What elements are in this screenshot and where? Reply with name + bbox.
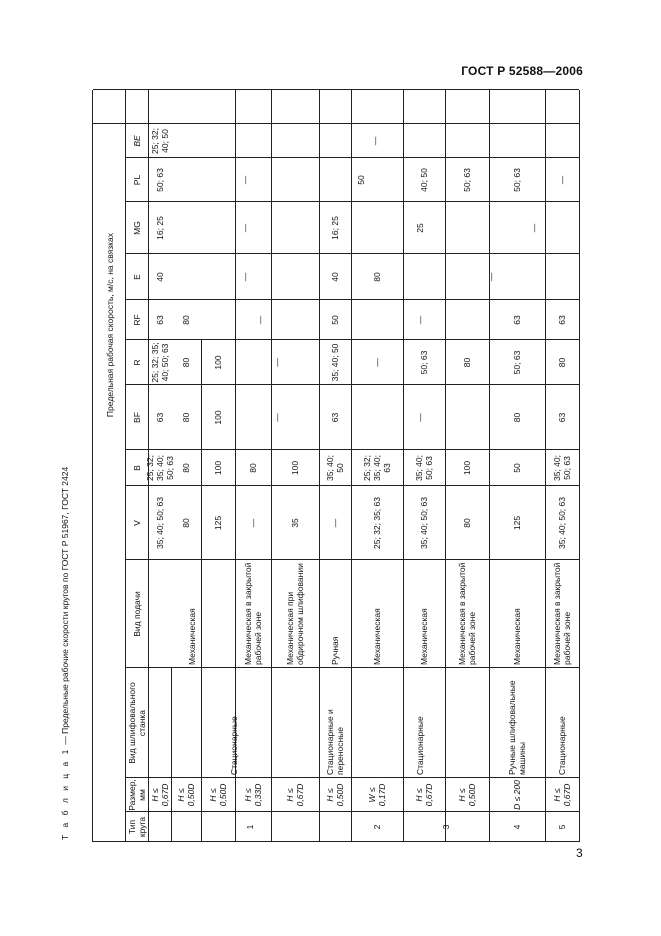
value-pl: — bbox=[557, 175, 567, 185]
value-r: 35; 40; 50 bbox=[330, 343, 340, 382]
value-v: — bbox=[248, 518, 258, 528]
value-v: 25; 32; 35; 63 bbox=[372, 497, 382, 549]
value-bf: — bbox=[272, 413, 282, 422]
feed-cell: Ручная bbox=[330, 636, 340, 665]
feed-cell: Механическая при обдирочном шлифовании bbox=[285, 563, 305, 665]
value-bf: 63 bbox=[557, 412, 567, 423]
value-r: 50; 63 bbox=[419, 350, 429, 375]
value-pl: 50 bbox=[356, 175, 366, 185]
size-cell: W ≤ 0,17D bbox=[367, 783, 387, 807]
feed-cell: Механическая bbox=[419, 608, 429, 665]
bond-v-header: V bbox=[131, 520, 142, 526]
value-be: 25; 32; 40; 50 bbox=[149, 128, 170, 154]
value-mg: 16; 25 bbox=[330, 216, 340, 240]
value-mg: 16; 25 bbox=[154, 216, 165, 240]
value-bf: 63 bbox=[330, 412, 340, 423]
size-cell: H ≤ 0,67D bbox=[285, 783, 305, 807]
machine-cell: Стационарные bbox=[228, 716, 239, 775]
value-r: 100 bbox=[213, 355, 223, 370]
value-v: — bbox=[330, 518, 340, 528]
value-rf: — bbox=[415, 315, 425, 325]
col-size-header: Размер, мм bbox=[126, 779, 147, 811]
value-bf: 80 bbox=[181, 412, 191, 423]
bond-r-header: R bbox=[131, 359, 142, 366]
value-rf: 63 bbox=[154, 315, 165, 325]
type-cell: 1 bbox=[244, 824, 255, 830]
value-pl: 50; 63 bbox=[154, 168, 165, 192]
value-bf: 63 bbox=[154, 412, 165, 423]
size-cell: H ≤ 0,67D bbox=[149, 783, 170, 807]
value-b: 100 bbox=[290, 460, 300, 476]
value-v: 80 bbox=[462, 518, 472, 528]
value-r: — bbox=[272, 358, 282, 367]
value-b: 25; 32; 35; 40; 63 bbox=[362, 455, 392, 481]
bond-mg-header: MG bbox=[131, 221, 142, 235]
feed-cell: Механическая в закрытой рабочей зоне bbox=[552, 562, 572, 665]
caption-prefix: Т а б л и ц а 1 bbox=[60, 747, 70, 840]
speed-table bbox=[92, 90, 580, 842]
size-cell: H ≤ 0,33D bbox=[243, 783, 263, 807]
value-pl: 50; 63 bbox=[462, 168, 472, 192]
value-b: 25; 32; 35; 40; 50; 63 bbox=[144, 455, 175, 481]
bond-be-header: BE bbox=[131, 135, 142, 147]
size-cell: H ≤ 0,50D bbox=[176, 783, 196, 807]
type-cell: 4 bbox=[512, 824, 522, 830]
feed-cell: Механическая в закрытой рабочей зоне bbox=[457, 562, 477, 665]
value-b: 50 bbox=[512, 463, 522, 473]
value-b: 35; 40; 50; 63 bbox=[414, 455, 434, 481]
machine-cell: Ручные шлифовальные машины bbox=[507, 680, 527, 775]
size-cell: H ≤ 0,67D bbox=[552, 783, 572, 807]
value-pl: — bbox=[240, 175, 250, 185]
feed-cell: Механическая bbox=[372, 608, 382, 665]
value-b: 35; 40; 50; 63 bbox=[552, 455, 572, 481]
size-cell: H ≤ 0,50D bbox=[208, 783, 228, 807]
col-machine-header: Вид шлифовального станка bbox=[126, 682, 147, 764]
rotated-table-block bbox=[60, 90, 580, 842]
machine-cell: Стационарные и переносные bbox=[325, 709, 345, 775]
bond-pl-header: PL bbox=[131, 174, 142, 186]
value-e: 40 bbox=[330, 272, 340, 282]
speed-group-header: Предельная рабочая скорость, м/с, на связках bbox=[105, 232, 115, 418]
value-mg: 25 bbox=[415, 223, 425, 233]
value-e: 40 bbox=[154, 272, 165, 282]
value-v: 125 bbox=[213, 515, 223, 531]
value-r: — bbox=[372, 358, 382, 367]
value-rf: 80 bbox=[181, 315, 191, 325]
value-e: — bbox=[486, 272, 496, 282]
table-caption bbox=[60, 467, 70, 840]
bond-e-header: E bbox=[131, 274, 142, 280]
col-type-header: Тип круга bbox=[126, 816, 147, 838]
value-r: 80 bbox=[557, 357, 567, 368]
value-r: 50; 63 bbox=[512, 350, 522, 375]
value-v: 35; 40; 50; 63 bbox=[557, 497, 567, 549]
caption-text: — Предельные рабочие скорости кругов по ГОСТ Р 51967, ГОСТ 2424 bbox=[60, 466, 70, 748]
value-rf: — bbox=[255, 315, 265, 325]
value-bf: 100 bbox=[213, 410, 223, 425]
type-cell: 5 bbox=[557, 824, 567, 830]
type-cell: 3 bbox=[441, 824, 451, 830]
value-mg: — bbox=[240, 223, 250, 233]
size-cell: H ≤ 0,67D bbox=[414, 783, 434, 807]
value-v: 35 bbox=[290, 518, 300, 528]
value-e: — bbox=[240, 272, 250, 282]
value-mg: — bbox=[529, 223, 539, 233]
size-cell: H ≤ 0,50D bbox=[325, 783, 345, 807]
col-feed-header: Вид подачи bbox=[131, 591, 142, 637]
machine-cell: Стационарные bbox=[557, 716, 567, 775]
size-cell: D ≤ 200 bbox=[512, 780, 522, 810]
feed-cell: Механическая bbox=[512, 608, 522, 665]
value-r: 80 bbox=[181, 357, 191, 368]
value-rf: 63 bbox=[512, 315, 522, 325]
size-cell: H ≤ 0,50D bbox=[457, 783, 477, 807]
value-be: — bbox=[370, 136, 380, 146]
document-header: ГОСТ Р 52588—2006 bbox=[461, 64, 583, 78]
value-v: 80 bbox=[181, 518, 191, 528]
value-v: 35; 40; 50; 63 bbox=[419, 497, 429, 549]
value-b: 80 bbox=[248, 463, 258, 473]
feed-cell: Механическая в закрытой рабочей зоне bbox=[243, 562, 263, 665]
value-e: 80 bbox=[372, 272, 382, 282]
value-b: 100 bbox=[213, 460, 223, 476]
value-pl: 50; 63 bbox=[512, 168, 522, 192]
bond-b-header: B bbox=[131, 465, 142, 471]
page-number: 3 bbox=[576, 846, 583, 860]
value-r: 25; 32; 35; 40; 50; 63 bbox=[149, 342, 170, 383]
value-v: 125 bbox=[512, 515, 522, 531]
value-b: 80 bbox=[181, 463, 191, 473]
value-rf: 50 bbox=[330, 315, 340, 325]
bond-rf-header: RF bbox=[131, 314, 142, 326]
type-cell: 2 bbox=[372, 824, 382, 830]
machine-cell: Стационарные bbox=[415, 716, 425, 775]
value-b: 100 bbox=[462, 460, 472, 476]
value-bf: 80 bbox=[512, 412, 522, 423]
value-rf: 63 bbox=[557, 315, 567, 325]
value-r: 80 bbox=[462, 357, 472, 368]
feed-cell: Механическая bbox=[186, 608, 197, 665]
value-b: 35; 40; 50 bbox=[325, 455, 345, 481]
value-bf: — bbox=[415, 413, 425, 422]
value-pl: 40; 50 bbox=[419, 168, 429, 192]
value-v: 35; 40; 50; 63 bbox=[154, 497, 165, 549]
bond-bf-header: BF bbox=[131, 412, 142, 423]
